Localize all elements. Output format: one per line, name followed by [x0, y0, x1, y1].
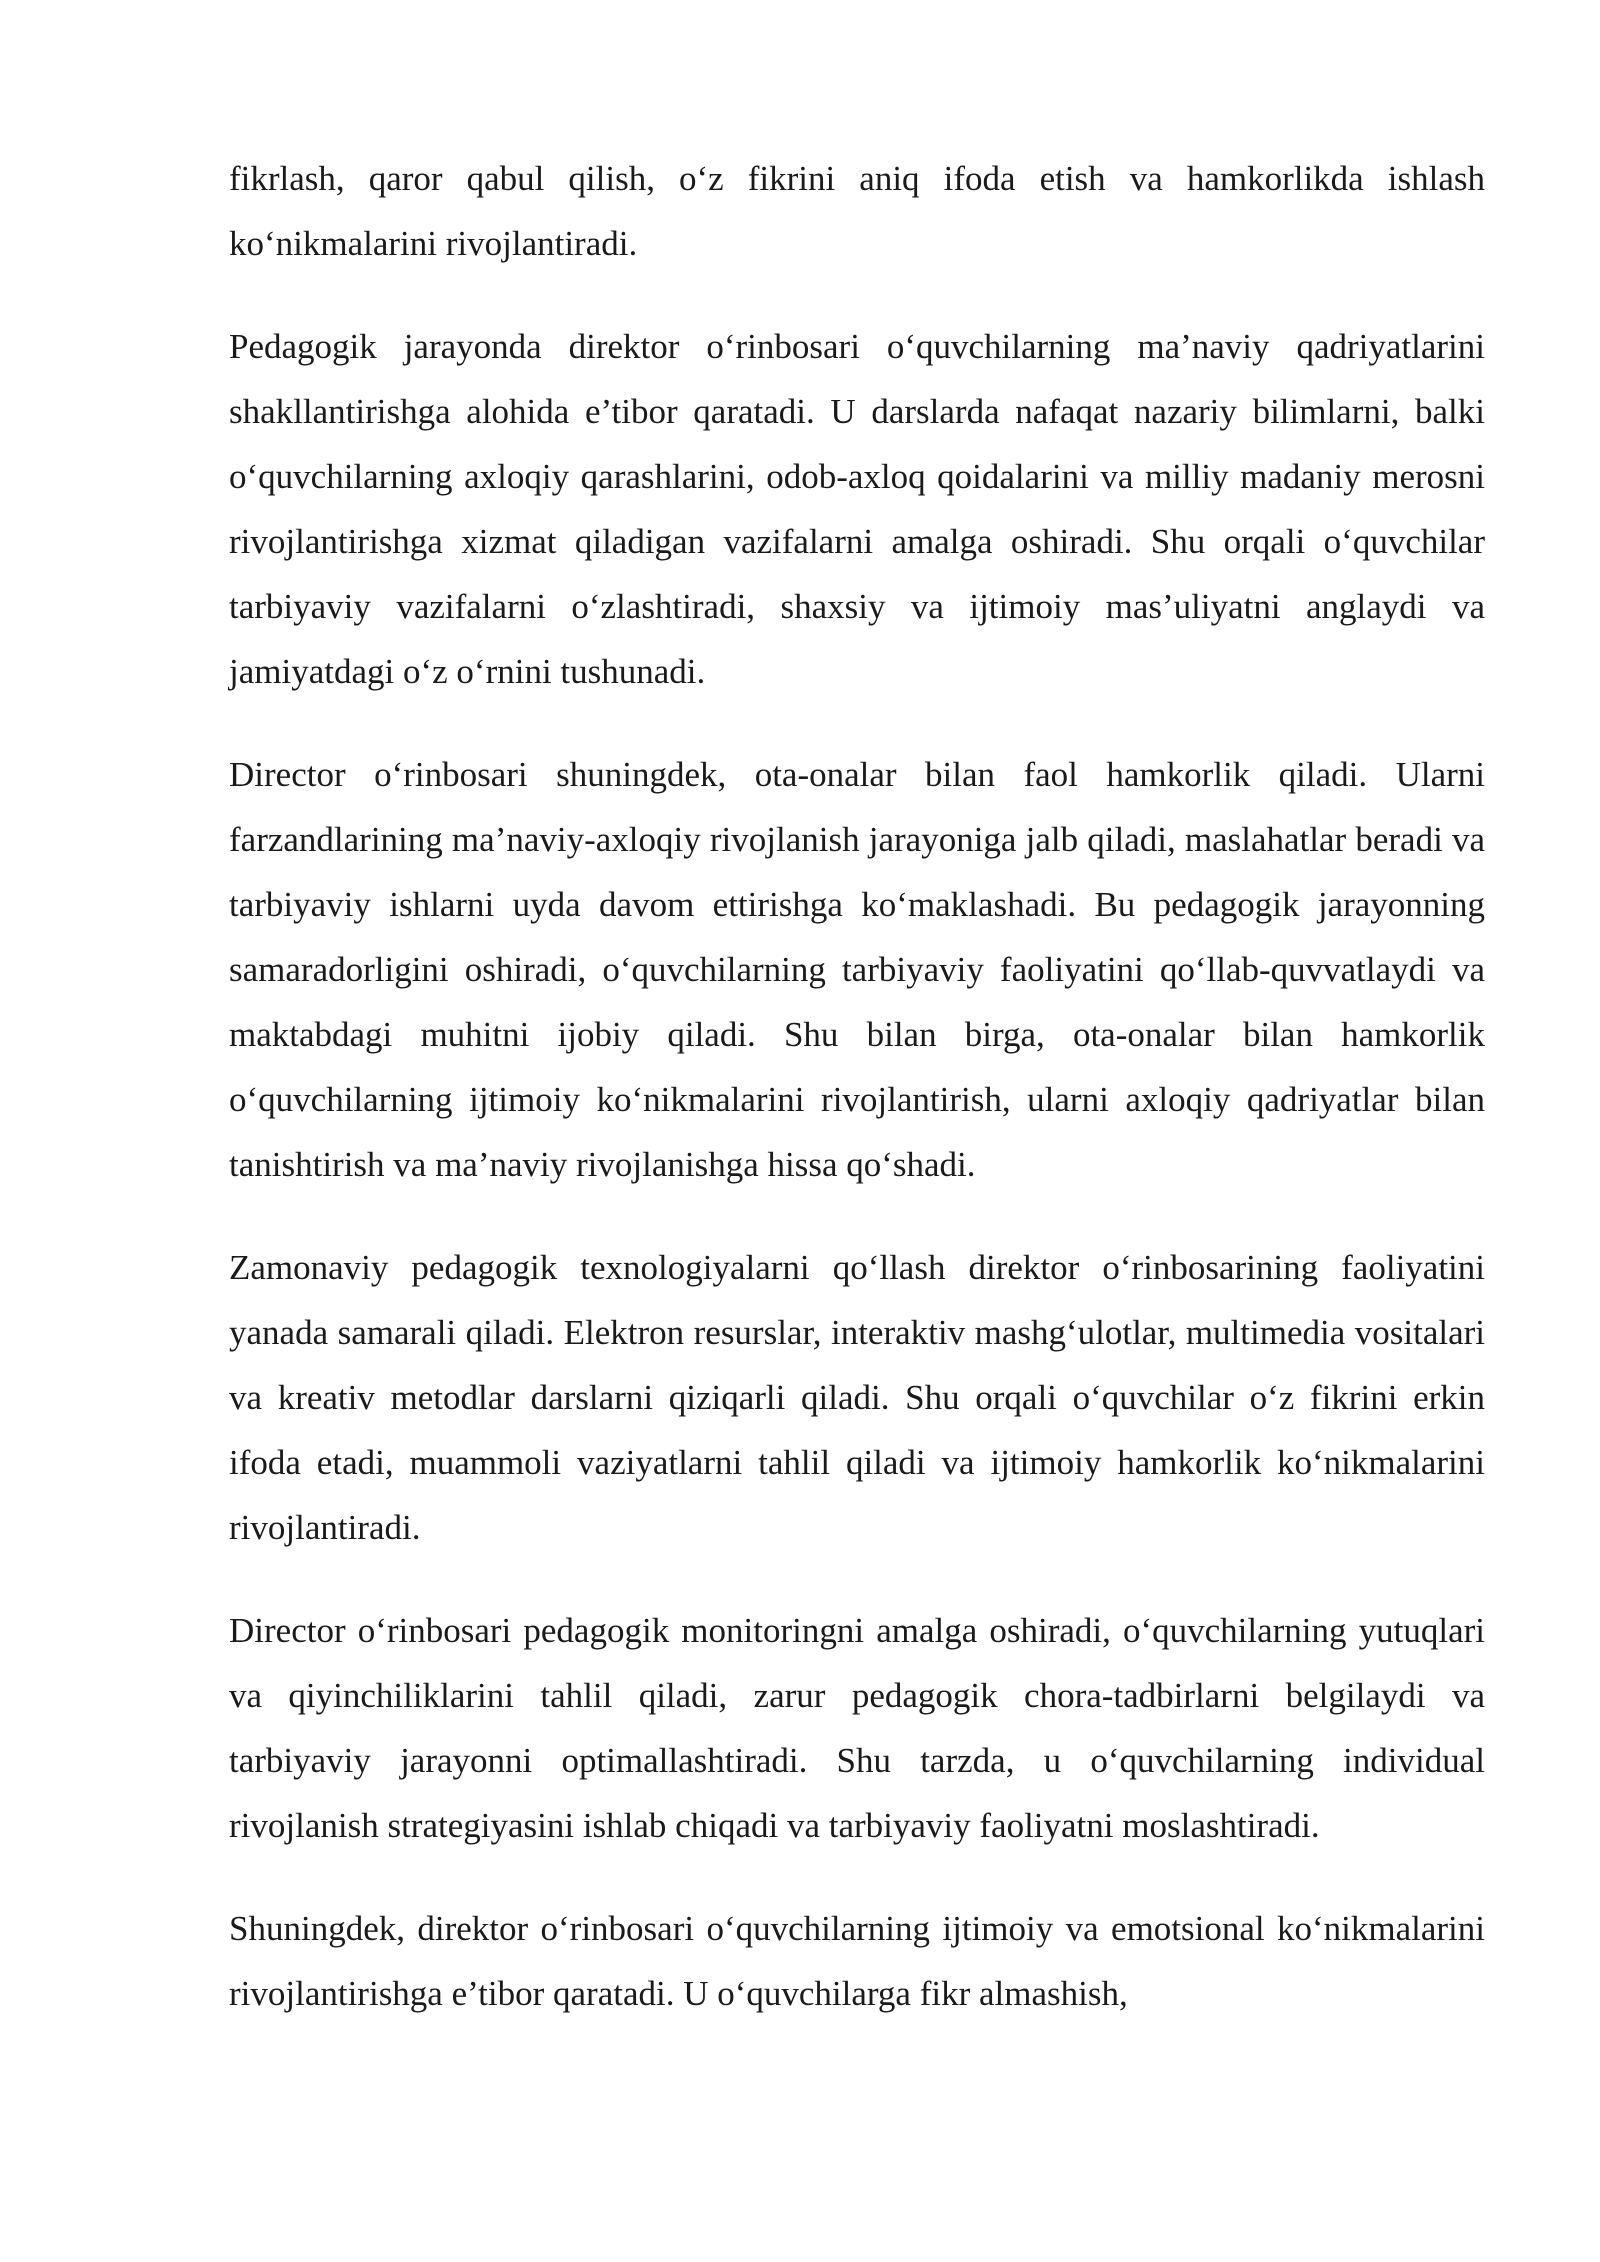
paragraph-6: Shuningdek, direktor o‘rinbosari o‘quvchilarning ijtimoiy va emotsional ko‘nikmalarini rivojlantirishga e’tibor qaratadi. U o‘quvchilarga fikr almashish, — [229, 1909, 1485, 2013]
document-body — [229, 146, 1485, 2026]
paragraph-2: Pedagogik jarayonda direktor o‘rinbosari o‘quvchilarning ma’naviy qadriyatlarini shakllantirishga alohida e’tibor qaratadi. U darslarda nafaqat nazariy bilimlarni, balki o‘quvchilarning axloqiy qarashlarini, odob-axloq qoidalarini va milliy madaniy merosni rivojlantirishga xizmat qiladigan vazifalarni amalga oshiradi. Shu orqali o‘quvchilar tarbiyaviy vazifalarni o‘zlashtiradi, shaxsiy va ijtimoiy mas’uliyatni anglaydi va jamiyatdagi o‘z o‘rnini tushunadi. — [229, 327, 1485, 691]
paragraph-4: Zamonaviy pedagogik texnologiyalarni qo‘llash direktor o‘rinbosarining faoliyatini yanada samarali qiladi. Elektron resurslar, interaktiv mashg‘ulotlar, multimedia vositalari va kreativ metodlar darslarni qiziqarli qiladi. Shu orqali o‘quvchilar o‘z fikrini erkin ifoda etadi, muammoli vaziyatlarni tahlil qiladi va ijtimoiy hamkorlik ko‘nikmalarini rivojlantiradi. — [229, 1248, 1485, 1547]
paragraph-3: Director o‘rinbosari shuningdek, ota-onalar bilan faol hamkorlik qiladi. Ularni farzandlarining ma’naviy-axloqiy rivojlanish jarayoniga jalb qiladi, maslahatlar beradi va tarbiyaviy ishlarni uyda davom ettirishga ko‘maklashadi. Bu pedagogik jarayonning samaradorligini oshiradi, o‘quvchilarning tarbiyaviy faoliyatini qo‘llab-quvvatlaydi va maktabdagi muhitni ijobiy qiladi. Shu bilan birga, ota-onalar bilan hamkorlik o‘quvchilarning ijtimoiy ko‘nikmalarini rivojlantirish, ularni axloqiy qadriyatlar bilan tanishtirish va ma’naviy rivojlanishga hissa qo‘shadi. — [229, 755, 1485, 1184]
paragraph-1: fikrlash, qaror qabul qilish, o‘z fikrini aniq ifoda etish va hamkorlikda ishlash ko‘nikmalarini rivojlantiradi. — [229, 159, 1485, 263]
paragraph-5: Director o‘rinbosari pedagogik monitoringni amalga oshiradi, o‘quvchilarning yutuqlari va qiyinchiliklarini tahlil qiladi, zarur pedagogik chora-tadbirlarni belgilaydi va tarbiyaviy jarayonni optimallashtiradi. Shu tarzda, u o‘quvchilarning individual rivojlanish strategiyasini ishlab chiqadi va tarbiyaviy faoliyatni moslashtiradi. — [229, 1611, 1485, 1845]
